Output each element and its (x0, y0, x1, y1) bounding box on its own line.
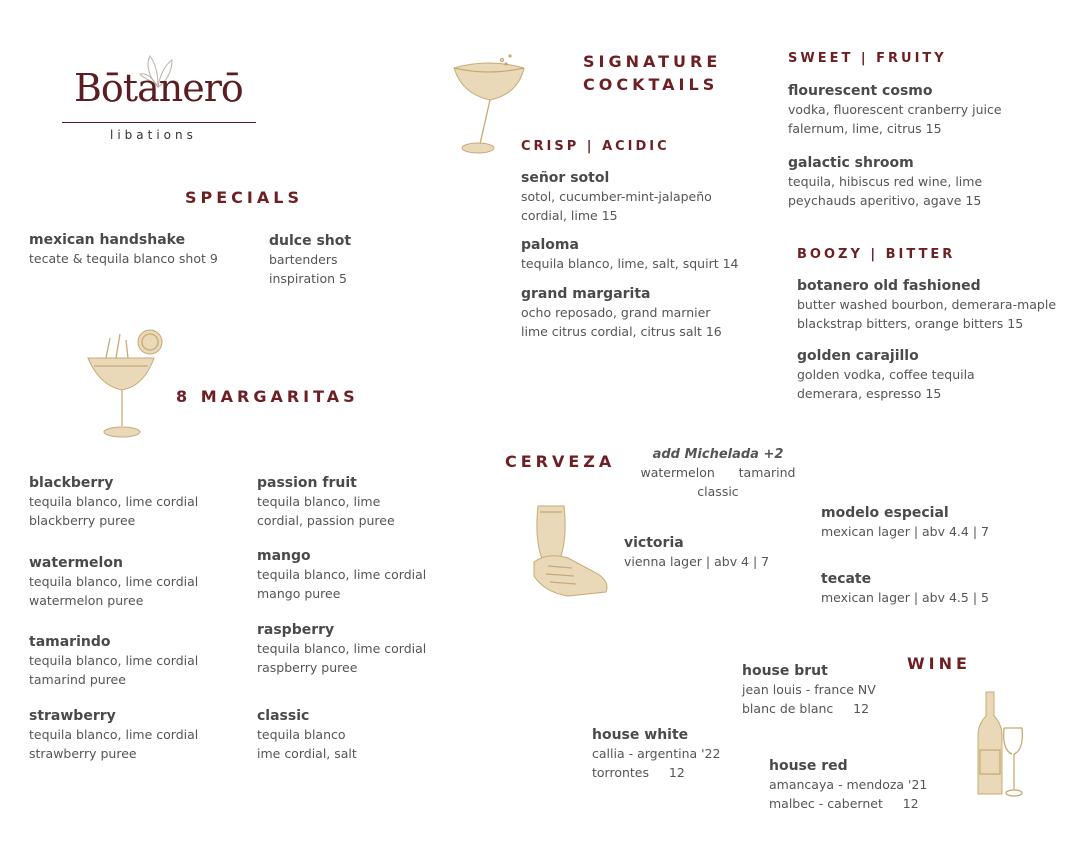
item-name: grand margarita (521, 286, 651, 302)
specials-heading: SPECIALS (185, 188, 303, 207)
cerveza-heading: CERVEZA (505, 452, 616, 471)
boozy-heading: BOOZY | BITTER (797, 247, 956, 262)
item-desc: tecate & tequila blanco shot 9 (29, 251, 218, 266)
beer-item (624, 535, 814, 571)
item-name: paloma (521, 237, 579, 253)
item-desc: callia - argentina '22 (592, 746, 721, 761)
cocktail-item (521, 237, 761, 273)
item-name: house white (592, 727, 689, 743)
item-name: mexican handshake (29, 232, 186, 248)
item-name: botanero old fashioned (797, 278, 981, 294)
item-desc: jean louis - france NV (742, 682, 876, 697)
margaritas-heading: 8 MARGARITAS (176, 387, 359, 406)
item-desc: ocho reposado, grand marnier (521, 305, 711, 320)
item-desc: blackberry puree (29, 513, 136, 528)
item-name: strawberry (29, 708, 116, 724)
item-name: passion fruit (257, 475, 357, 491)
michelada-options: classic (697, 484, 739, 499)
item-desc: tequila blanco, lime, salt, squirt 14 (521, 256, 739, 271)
item-name: raspberry (257, 622, 335, 638)
item-desc: bartenders (269, 252, 338, 267)
wine-item (592, 727, 762, 782)
margarita-item (29, 634, 249, 689)
item-desc: sotol, cucumber-mint-jalapeño (521, 189, 712, 204)
item-desc: blanc de blanc 12 (742, 701, 870, 716)
item-desc: tequila blanco, lime cordial (257, 567, 427, 582)
item-desc: tequila blanco, lime cordial (29, 494, 199, 509)
item-desc: tamarind puree (29, 672, 126, 687)
michelada-options: watermelon tamarind (640, 465, 796, 480)
item-desc: inspiration 5 (269, 271, 347, 286)
wine-item (742, 663, 912, 718)
item-desc: vodka, fluorescent cranberry juice (788, 102, 1002, 117)
margarita-item (257, 548, 477, 603)
special-item (29, 232, 259, 268)
item-desc: lime citrus cordial, citrus salt 16 (521, 324, 722, 339)
margarita-glass-icon (84, 326, 170, 444)
item-name: dulce shot (269, 233, 352, 249)
item-desc: peychauds aperitivo, agave 15 (788, 193, 982, 208)
item-name: tecate (821, 571, 872, 587)
wine-heading: WINE (907, 654, 971, 673)
item-desc: mango puree (257, 586, 341, 601)
item-name: flourescent cosmo (788, 83, 933, 99)
logo-text: Bōtanerō (74, 66, 243, 110)
coupe-glass-icon (450, 54, 530, 156)
crisp-heading: CRISP | ACIDIC (521, 139, 670, 154)
item-name: blackberry (29, 475, 114, 491)
item-desc: golden vodka, coffee tequila (797, 367, 975, 382)
item-desc: tequila blanco, lime cordial (29, 653, 199, 668)
item-name: house brut (742, 663, 828, 679)
cocktail-item (797, 348, 1077, 403)
beer-glass-hand-icon (528, 502, 614, 600)
item-desc: tequila, hibiscus red wine, lime (788, 174, 983, 189)
cocktail-item (521, 286, 761, 341)
item-desc: amancaya - mendoza '21 (769, 777, 928, 792)
item-name: watermelon (29, 555, 123, 571)
item-desc: tequila blanco, lime cordial (29, 727, 199, 742)
item-desc: demerara, espresso 15 (797, 386, 942, 401)
logo-divider (62, 122, 256, 123)
cocktail-item (788, 83, 1068, 138)
item-desc: mexican lager | abv 4.5 | 5 (821, 590, 989, 605)
margarita-item (257, 708, 477, 763)
michelada-box (628, 446, 808, 501)
beer-item (821, 505, 1041, 541)
cocktail-item (788, 155, 1068, 210)
margarita-item (29, 555, 249, 610)
item-name: victoria (624, 535, 684, 551)
item-desc: watermelon puree (29, 593, 144, 608)
item-desc: tequila blanco, lime (257, 494, 381, 509)
item-name: señor sotol (521, 170, 610, 186)
margarita-item (29, 475, 249, 530)
item-name: modelo especial (821, 505, 949, 521)
item-desc: cordial, lime 15 (521, 208, 618, 223)
special-item (269, 233, 419, 288)
item-name: classic (257, 708, 310, 724)
sweet-heading: SWEET | FRUITY (788, 51, 947, 66)
item-desc: tequila blanco (257, 727, 346, 742)
wine-bottle-glass-icon (972, 690, 1026, 800)
signature-heading-1: SIGNATURE (583, 52, 722, 71)
item-desc: falernum, lime, citrus 15 (788, 121, 942, 136)
item-desc: cordial, passion puree (257, 513, 395, 528)
item-desc: butter washed bourbon, demerara-maple (797, 297, 1057, 312)
margarita-item (257, 622, 477, 677)
item-desc: ime cordial, salt (257, 746, 357, 761)
michelada-title: add Michelada +2 (652, 447, 784, 462)
signature-heading-2: COCKTAILS (583, 75, 719, 94)
margarita-item (257, 475, 477, 530)
item-desc: tequila blanco, lime cordial (29, 574, 199, 589)
item-desc: mexican lager | abv 4.4 | 7 (821, 524, 989, 539)
item-desc: blackstrap bitters, orange bitters 15 (797, 316, 1024, 331)
item-desc: vienna lager | abv 4 | 7 (624, 554, 770, 569)
item-name: golden carajillo (797, 348, 919, 364)
wine-item (769, 758, 959, 813)
item-name: house red (769, 758, 848, 774)
margarita-item (29, 708, 249, 763)
beer-item (821, 571, 1041, 607)
item-desc: raspberry puree (257, 660, 358, 675)
item-desc: malbec - cabernet 12 (769, 796, 919, 811)
item-desc: torrontes 12 (592, 765, 685, 780)
cocktail-item (521, 170, 761, 225)
item-name: tamarindo (29, 634, 111, 650)
item-desc: tequila blanco, lime cordial (257, 641, 427, 656)
item-desc: strawberry puree (29, 746, 137, 761)
item-name: galactic shroom (788, 155, 914, 171)
cocktail-item (797, 278, 1077, 333)
item-name: mango (257, 548, 311, 564)
logo-tagline: libations (110, 128, 197, 142)
